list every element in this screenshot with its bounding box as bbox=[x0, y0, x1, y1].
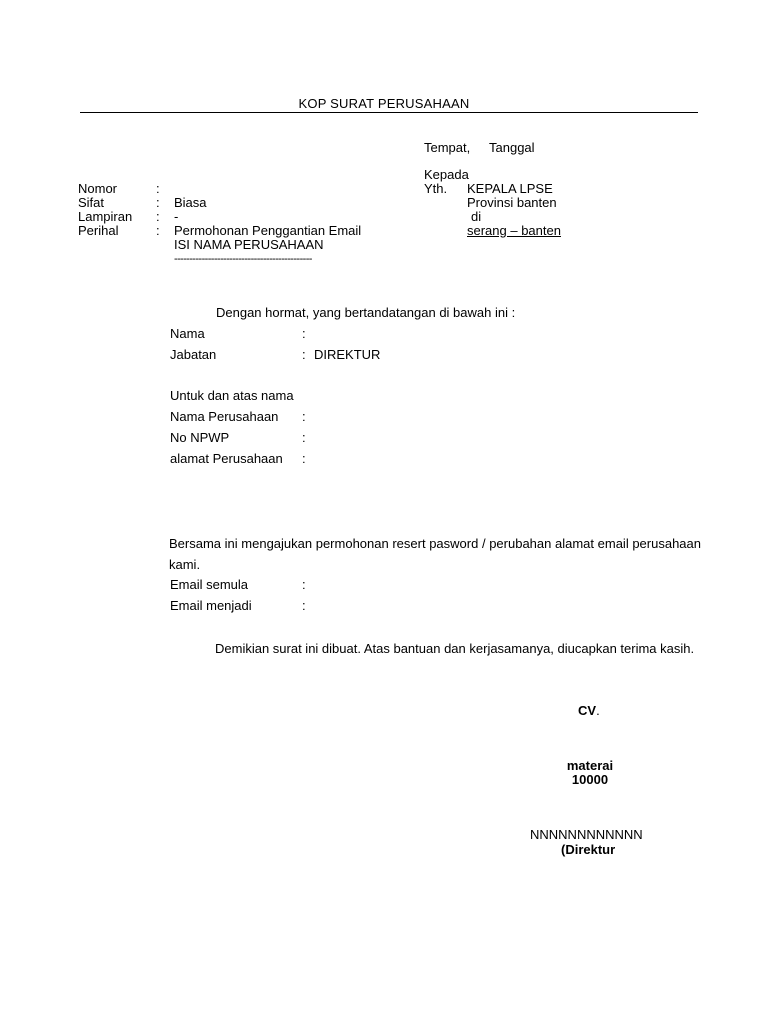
recipient-line3: di bbox=[471, 209, 482, 224]
npwp-label: No NPWP bbox=[170, 430, 230, 445]
perihal-dashes: --------------------------------------------- bbox=[174, 253, 312, 265]
recipient-line1: KEPALA LPSE bbox=[467, 181, 553, 196]
perihal-colon: : bbox=[156, 223, 160, 238]
recipient-line4: serang – banten bbox=[467, 223, 561, 238]
closing-paragraph-block bbox=[169, 639, 701, 660]
email-old-label: Email semula bbox=[170, 577, 249, 592]
address-colon: : bbox=[302, 451, 306, 466]
signatory-name: NNNNNNNNNNNN bbox=[530, 827, 643, 842]
address-label: alamat Perusahaan bbox=[170, 451, 283, 466]
email-new-colon: : bbox=[302, 598, 306, 613]
lampiran-colon: : bbox=[156, 209, 160, 224]
npwp-colon: : bbox=[302, 430, 306, 445]
email-old-colon: : bbox=[302, 577, 306, 592]
company-name-colon: : bbox=[302, 409, 306, 424]
perihal-value: Permohonan Penggantian Email bbox=[174, 223, 362, 238]
signature-company-name: CV bbox=[578, 703, 597, 718]
nomor-label: Nomor bbox=[78, 181, 118, 196]
company-name-label: Nama Perusahaan bbox=[170, 409, 279, 424]
greeting: Dengan hormat, yang bertandatangan di bawah ini : bbox=[216, 305, 516, 320]
materai-label: materai bbox=[566, 758, 614, 773]
jabatan-label: Jabatan bbox=[170, 347, 217, 362]
lampiran-value: - bbox=[174, 209, 179, 224]
letterhead-title: KOP SURAT PERUSAHAAN bbox=[298, 96, 470, 111]
signature-company-dot: . bbox=[596, 703, 600, 718]
perihal-company: ISI NAMA PERUSAHAAN bbox=[174, 237, 324, 252]
perihal-label: Perihal bbox=[78, 223, 119, 238]
place-label: Tempat, bbox=[424, 140, 471, 155]
letterhead-rule bbox=[80, 112, 698, 113]
materai-value: 10000 bbox=[571, 772, 609, 787]
email-new-label: Email menjadi bbox=[170, 598, 252, 613]
date-label: Tanggal bbox=[489, 140, 535, 155]
on-behalf: Untuk dan atas nama bbox=[170, 388, 294, 403]
recipient-line2: Provinsi banten bbox=[467, 195, 557, 210]
closing-paragraph: Demikian surat ini dibuat. Atas bantuan dan kerjasamanya, diucapkan terima kasih. bbox=[215, 641, 695, 656]
recipient-yth: Yth. bbox=[424, 181, 448, 196]
signatory-title: (Direktur bbox=[561, 842, 616, 857]
signature-company bbox=[578, 704, 600, 718]
nama-colon: : bbox=[302, 326, 306, 341]
sifat-value: Biasa bbox=[174, 195, 207, 210]
sifat-colon: : bbox=[156, 195, 160, 210]
jabatan-colon: : bbox=[302, 347, 306, 362]
request-paragraph: Bersama ini mengajukan permohonan resert pasword / perubahan alamat email perusahaan kami. bbox=[169, 536, 701, 572]
recipient-kepada: Kepada bbox=[424, 167, 469, 182]
lampiran-label: Lampiran bbox=[78, 209, 133, 224]
nama-label: Nama bbox=[170, 326, 205, 341]
sifat-label: Sifat bbox=[78, 195, 105, 210]
nomor-colon: : bbox=[156, 181, 160, 196]
jabatan-value: DIREKTUR bbox=[314, 347, 381, 362]
